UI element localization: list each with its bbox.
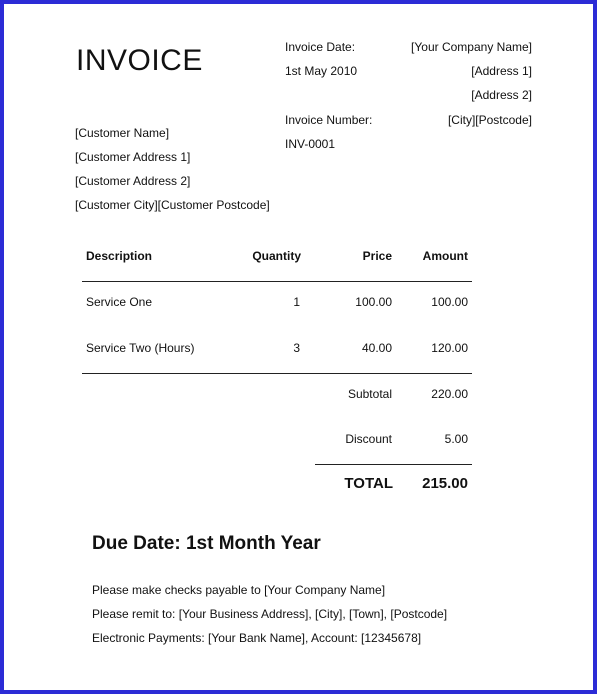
due-date: Due Date: 1st Month Year bbox=[92, 533, 321, 554]
table-row-1-description: Service One bbox=[86, 295, 153, 309]
table-row-1-quantity: 1 bbox=[293, 295, 300, 309]
table-body-divider bbox=[82, 373, 472, 374]
table-row-2-price: 40.00 bbox=[361, 341, 392, 355]
total-label: TOTAL bbox=[344, 475, 393, 492]
company-name: [Your Company Name] bbox=[411, 40, 532, 54]
table-row-2-description: Service Two (Hours) bbox=[86, 341, 195, 355]
customer-name: [Customer Name] bbox=[75, 126, 170, 140]
company-address2: [Address 2] bbox=[471, 88, 532, 102]
table-row-1-price: 100.00 bbox=[355, 295, 392, 309]
table-row-2-amount: 120.00 bbox=[431, 341, 468, 355]
company-address1: [Address 1] bbox=[471, 64, 532, 78]
table-row-2-quantity: 3 bbox=[293, 341, 300, 355]
discount-value: 5.00 bbox=[444, 432, 468, 446]
table-header-divider bbox=[82, 281, 472, 282]
customer-address1: [Customer Address 1] bbox=[75, 150, 191, 164]
invoice-number-value: INV-0001 bbox=[285, 137, 336, 151]
total-value: 215.00 bbox=[422, 475, 468, 492]
invoice-title: INVOICE bbox=[76, 44, 203, 77]
discount-label: Discount bbox=[345, 432, 392, 446]
table-header-quantity: Quantity bbox=[252, 249, 301, 263]
invoice-date-value: 1st May 2010 bbox=[285, 64, 358, 78]
total-divider bbox=[315, 464, 472, 465]
invoice-number-label: Invoice Number: bbox=[285, 113, 373, 127]
table-header-amount: Amount bbox=[422, 249, 468, 263]
customer-city-postcode: [Customer City][Customer Postcode] bbox=[75, 198, 270, 212]
note-payable-to: Please make checks payable to [Your Company Name] bbox=[92, 583, 386, 597]
table-header-price: Price bbox=[362, 249, 392, 263]
subtotal-label: Subtotal bbox=[347, 387, 392, 401]
customer-address2: [Customer Address 2] bbox=[75, 174, 191, 188]
note-electronic-payments: Electronic Payments: [Your Bank Name], Account: [12345678] bbox=[92, 631, 422, 645]
subtotal-value: 220.00 bbox=[431, 387, 468, 401]
invoice-date-label: Invoice Date: bbox=[285, 40, 356, 54]
note-remit-to: Please remit to: [Your Business Address], [City], [Town], [Postcode] bbox=[92, 607, 448, 621]
table-header-description: Description bbox=[86, 249, 153, 263]
company-city-postcode: [City][Postcode] bbox=[447, 113, 532, 127]
table-row-1-amount: 100.00 bbox=[431, 295, 468, 309]
